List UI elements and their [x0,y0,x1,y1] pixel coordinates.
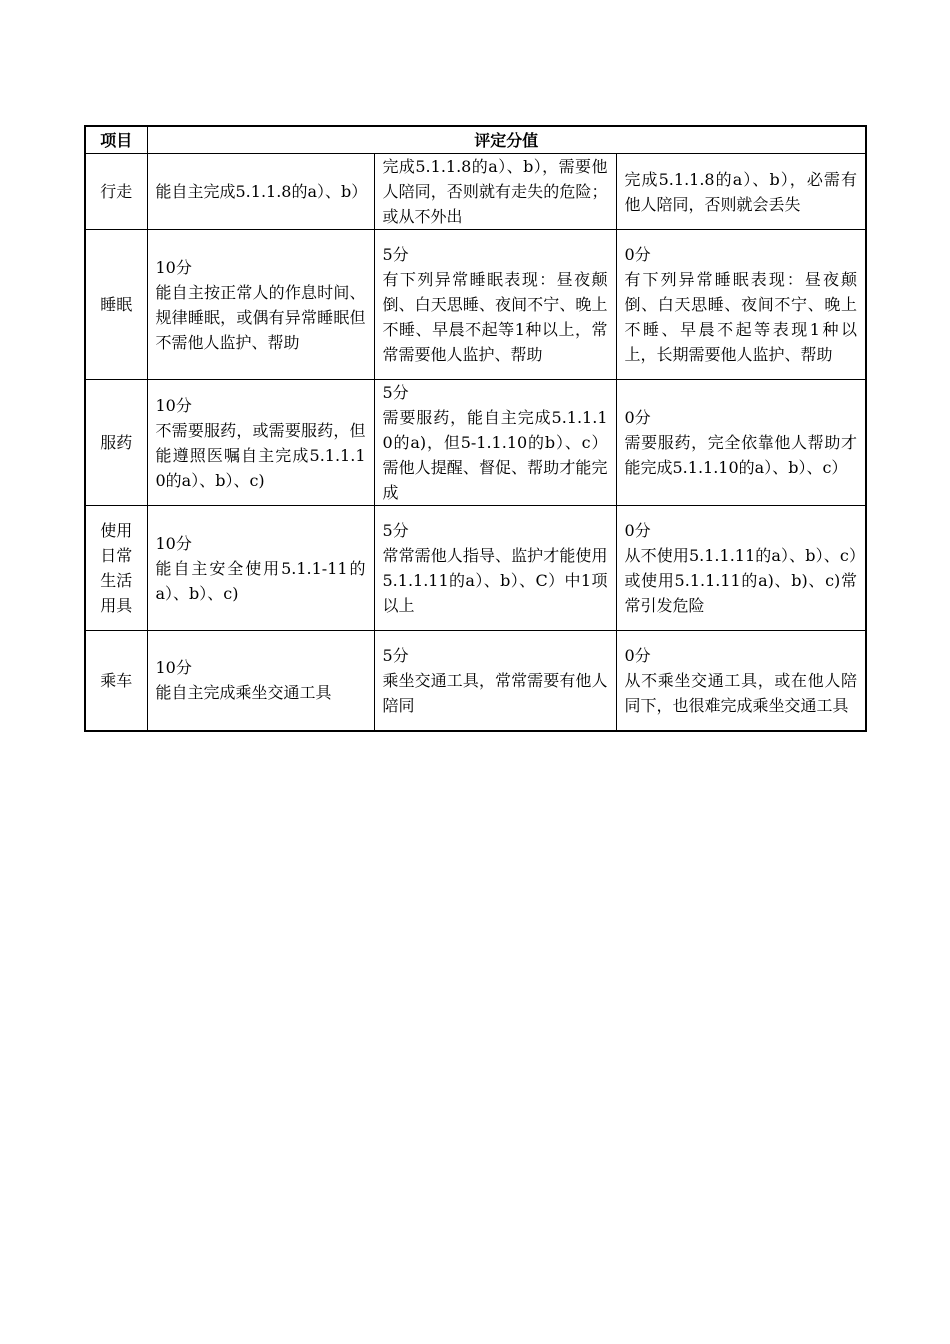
cell-text: 有下列异常睡眠表现：昼夜颠倒、白天思睡、夜间不宁、晚上不睡、早晨不起等1种以上，常常需要他人监护、帮助 [382,270,608,364]
table-cell [374,506,616,631]
header-item: 项目 [85,126,147,154]
cell-text: 能自主按正常人的作息时间、规律睡眠，或偶有异常睡眠但不需他人监护、帮助 [155,282,366,352]
cell-text: 不需要服药，或需要服药，但能遵照医嘱自主完成5.1.1.10的a）、b）、c) [155,420,366,490]
cell-text: 完成5.1.1.8的a）、b），必需有他人陪同，否则就会丢失 [624,169,857,214]
cell-text: 需要服药，完全依靠他人帮助才能完成5.1.1.10的a）、b）、c） [624,433,857,477]
table-row [85,154,866,230]
table-cell [374,380,616,506]
table-cell [147,230,374,380]
cell-score: 10分 [155,395,192,415]
row-label: 睡眠 [85,230,147,380]
row-label: 服药 [85,380,147,506]
table-row [85,380,866,506]
table-cell [616,506,866,631]
table-row [85,631,866,731]
cell-text: 能自主完成5.1.1.8的a）、b） [155,182,368,201]
cell-text: 有下列异常睡眠表现：昼夜颠倒、白天思睡、夜间不宁、晚上不睡、早晨不起等表现1种以上，长期需要他人监护、帮助 [624,270,857,364]
cell-score: 5分 [382,383,409,402]
table-cell [147,631,374,731]
header-score: 评定分值 [147,126,866,154]
table-cell [147,154,374,230]
cell-text: 能自主完成乘坐交通工具 [155,683,332,703]
cell-text: 常常需他人指导、监护才能使用5.1.1.11的a）、b）、C）中1项以上 [382,546,608,615]
cell-text: 从不使用5.1.1.11的a）、b）、c）或使用5.1.1.11的a)、b)、c)常常引发危险 [624,546,857,615]
cell-text: 能自主安全使用5.1.1-11的a）、b）、c) [155,558,366,603]
table-cell [374,631,616,731]
table-cell [616,380,866,506]
table-header-row [85,126,866,154]
table-cell [374,230,616,380]
table-cell [616,154,866,230]
cell-text: 需要服药，能自主完成5.1.1.10的a)，但5-1.1.10的b）、c）需他人提醒、督促、帮助才能完成 [382,408,608,502]
table-cell [147,506,374,631]
cell-score: 0分 [624,245,651,264]
cell-score: 5分 [382,521,409,540]
table-cell [616,631,866,731]
row-label: 行走 [85,154,147,230]
cell-score: 5分 [382,245,409,264]
cell-score: 0分 [624,408,651,427]
cell-score: 0分 [624,521,651,540]
cell-text: 从不乘坐交通工具，或在他人陪同下，也很难完成乘坐交通工具 [624,670,857,715]
row-label: 使用日常生活用具 [85,506,147,631]
assessment-table [84,125,867,732]
cell-score: 5分 [382,645,409,665]
table-cell [616,230,866,380]
cell-score: 10分 [155,658,192,678]
row-label: 乘车 [85,631,147,731]
table-cell [147,380,374,506]
table-row [85,230,866,380]
cell-score: 0分 [624,645,651,665]
cell-text: 完成5.1.1.8的a）、b），需要他人陪同，否则就有走失的危险；或从不外出 [382,157,608,226]
cell-score: 10分 [155,533,192,553]
cell-text: 乘坐交通工具，常常需要有他人陪同 [382,670,608,715]
table-row [85,506,866,631]
table-cell [374,154,616,230]
cell-score: 10分 [155,257,192,277]
